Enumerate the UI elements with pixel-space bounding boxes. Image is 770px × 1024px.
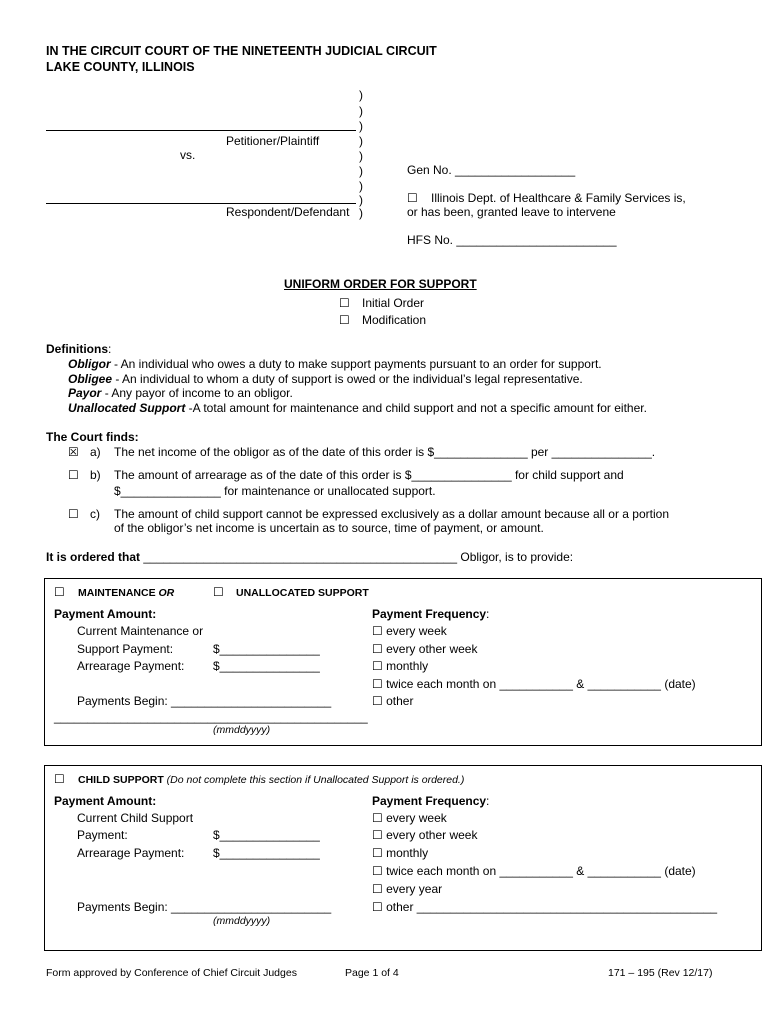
child-freq-twice-month[interactable]: ☐ twice each month on ___________ & ___________ (date) <box>372 864 696 878</box>
caption-paren: ) <box>359 119 363 133</box>
child-payment-field[interactable]: $_______________ <box>213 828 320 842</box>
finding-c-label: c) <box>90 507 100 521</box>
modification-label: Modification <box>362 313 427 327</box>
form-title: UNIFORM ORDER FOR SUPPORT <box>284 277 477 291</box>
maint-freq-other[interactable]: ☐ other <box>372 694 414 708</box>
caption-paren: ) <box>359 149 363 163</box>
child-current-label: Current Child Support <box>77 811 194 825</box>
finding-b-label: b) <box>90 468 101 482</box>
maint-support-payment-label: Support Payment: <box>77 642 174 656</box>
maint-arrearage-field[interactable]: $_______________ <box>213 659 320 673</box>
maint-freq-monthly[interactable]: ☐ monthly <box>372 659 429 673</box>
maint-freq-twice-month[interactable]: ☐ twice each month on ___________ & ___________ (date) <box>372 677 696 691</box>
petitioner-label: Petitioner/Plaintiff <box>226 134 320 148</box>
court-name: IN THE CIRCUIT COURT OF THE NINETEENTH JUDICIAL CIRCUIT <box>46 44 437 58</box>
petitioner-name-line[interactable] <box>46 130 356 131</box>
maintenance-checkbox[interactable]: ☐ <box>54 585 65 599</box>
child-freq-monthly[interactable]: ☐ monthly <box>372 846 429 860</box>
gen-number-field[interactable]: Gen No. __________________ <box>407 163 576 177</box>
definition-payor: Payor - Any payor of income to an obligor. <box>68 386 293 400</box>
definitions-heading: Definitions: <box>46 342 112 356</box>
versus-label: vs. <box>180 148 196 162</box>
child-arrearage-field[interactable]: $_______________ <box>213 846 320 860</box>
definition-obligee: Obligee - An individual to whom a duty of support is owed or the individual’s legal representative. <box>68 372 583 386</box>
finding-b-text[interactable]: The amount of arrearage as of the date of this order is $_______________ for child support and <box>114 468 624 482</box>
child-support-checkbox[interactable]: ☐ <box>54 772 65 786</box>
caption-paren: ) <box>359 206 363 220</box>
maint-freq-every-other-week[interactable]: ☐ every other week <box>372 642 478 656</box>
child-payment-label: Payment: <box>77 828 128 842</box>
definition-obligor: Obligor - An individual who owes a duty to make support payments pursuant to an order for support. <box>68 357 602 371</box>
unallocated-checkbox[interactable]: ☐ <box>213 585 224 599</box>
child-freq-every-year[interactable]: ☐ every year <box>372 882 443 896</box>
child-date-format: (mmddyyyy) <box>213 915 271 927</box>
unallocated-label: UNALLOCATED SUPPORT <box>236 587 369 599</box>
hfs-intervene-text-2: or has been, granted leave to intervene <box>407 205 616 219</box>
child-freq-other[interactable]: ☐ other _____________________________________________ <box>372 900 718 914</box>
caption-paren: ) <box>359 104 363 118</box>
maint-extra-blank[interactable]: _______________________________________________ <box>54 710 368 724</box>
child-payment-amount-heading: Payment Amount: <box>54 794 157 808</box>
child-arrearage-label: Arrearage Payment: <box>77 846 185 860</box>
maint-freq-every-week[interactable]: ☐ every week <box>372 624 447 638</box>
ordered-statement[interactable]: It is ordered that _______________________________________________ Obligor, is to provide: <box>46 550 574 564</box>
finding-b-text-2[interactable]: $_______________ for maintenance or unallocated support. <box>114 484 436 498</box>
caption-paren: ) <box>359 134 363 148</box>
court-county: LAKE COUNTY, ILLINOIS <box>46 60 195 74</box>
initial-order-checkbox[interactable]: ☐ <box>339 296 350 310</box>
hfs-number-field[interactable]: HFS No. ________________________ <box>407 233 617 247</box>
caption-paren: ) <box>359 164 363 178</box>
definition-unallocated: Unallocated Support -A total amount for maintenance and child support and not a specific amount for either. <box>68 401 647 415</box>
child-freq-every-week[interactable]: ☐ every week <box>372 811 447 825</box>
finding-a-text[interactable]: The net income of the obligor as of the date of this order is $______________ per _______________. <box>114 445 656 459</box>
footer-approval: Form approved by Conference of Chief Circuit Judges <box>46 967 297 979</box>
finding-c-text-2: of the obligor’s net income is uncertain as to source, time of payment, or amount. <box>114 521 544 535</box>
court-finds-heading: The Court finds: <box>46 430 139 444</box>
footer-form-number: 171 – 195 (Rev 12/17) <box>608 967 713 979</box>
child-freq-every-other-week[interactable]: ☐ every other week <box>372 828 478 842</box>
hfs-intervene-text: Illinois Dept. of Healthcare & Family Services is, <box>431 191 686 205</box>
maint-frequency-heading: Payment Frequency: <box>372 607 490 621</box>
maint-support-payment-field[interactable]: $_______________ <box>213 642 320 656</box>
respondent-name-line[interactable] <box>46 203 356 204</box>
finding-a-checkbox[interactable]: ☒ <box>68 445 79 459</box>
finding-b-checkbox[interactable]: ☐ <box>68 468 79 482</box>
footer-page-number: Page 1 of 4 <box>345 967 399 979</box>
initial-order-label: Initial Order <box>362 296 425 310</box>
child-payments-begin-field[interactable]: Payments Begin: ________________________ <box>77 900 332 914</box>
maint-payment-amount-heading: Payment Amount: <box>54 607 157 621</box>
hfs-intervene-checkbox[interactable]: ☐ <box>407 191 418 205</box>
caption-paren: ) <box>359 193 363 207</box>
respondent-label: Respondent/Defendant <box>226 205 350 219</box>
modification-checkbox[interactable]: ☐ <box>339 313 350 327</box>
finding-a-label: a) <box>90 445 101 459</box>
maint-current-label: Current Maintenance or <box>77 624 204 638</box>
child-support-label: CHILD SUPPORT (Do not complete this section if Unallocated Support is ordered.) <box>78 774 465 786</box>
caption-paren: ) <box>359 88 363 102</box>
maint-payments-begin-field[interactable]: Payments Begin: ________________________ <box>77 694 332 708</box>
caption-paren: ) <box>359 179 363 193</box>
finding-c-checkbox[interactable]: ☐ <box>68 507 79 521</box>
maint-date-format: (mmddyyyy) <box>213 724 271 736</box>
finding-c-text: The amount of child support cannot be expressed exclusively as a dollar amount because all or a portion <box>114 507 669 521</box>
maintenance-label: MAINTENANCE OR <box>78 587 175 599</box>
maint-arrearage-label: Arrearage Payment: <box>77 659 185 673</box>
child-frequency-heading: Payment Frequency: <box>372 794 490 808</box>
